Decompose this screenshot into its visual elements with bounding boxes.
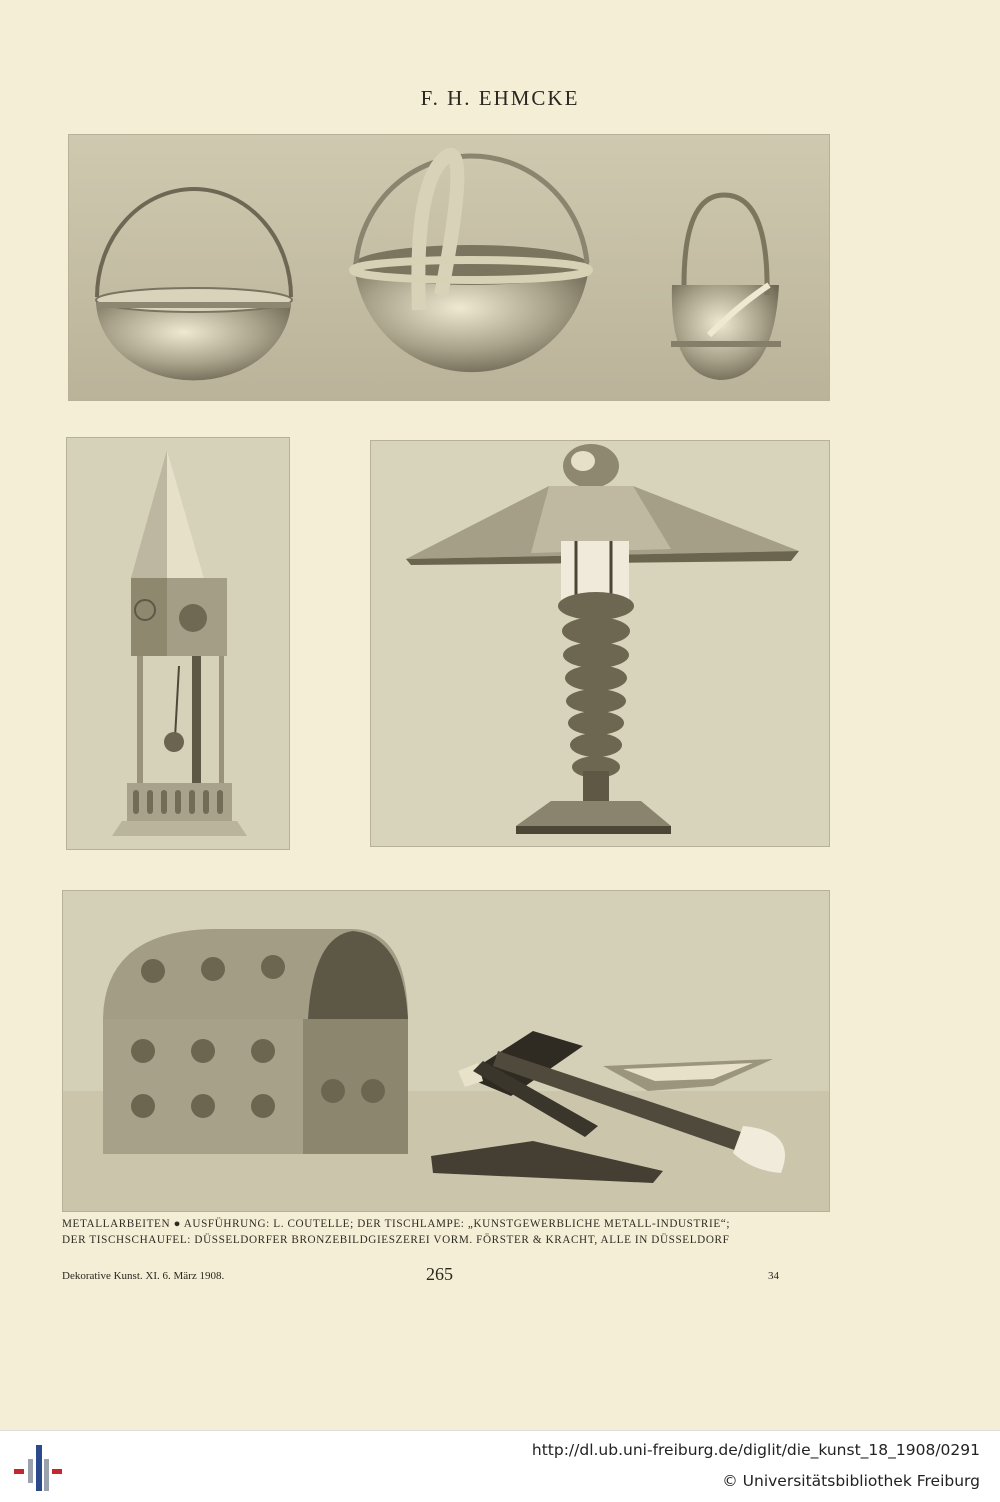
photo-casket-brush [62, 890, 830, 1212]
permalink-url[interactable]: http://dl.ub.uni-freiburg.de/diglit/die_kunst_18_1908/0291 [531, 1441, 980, 1459]
page-number: 265 [426, 1264, 453, 1284]
photo-table-lamp [370, 440, 830, 847]
caption-line-2: DER TISCHSCHAUFEL: DÜSSELDORFER BRONZEBILDGIESZEREI VORM. FÖRSTER & KRACHT, ALLE IN DÜSSELDORF [62, 1234, 730, 1246]
caption [62, 1216, 832, 1248]
copyright-notice: © Universitätsbibliothek Freiburg [722, 1472, 980, 1490]
photo-clock [66, 437, 290, 850]
photo-baskets [68, 134, 830, 401]
journal-reference: Dekorative Kunst. XI. 6. März 1908. [62, 1270, 225, 1282]
caption-line-1: METALLARBEITEN ● AUSFÜHRUNG: L. COUTELLE; DER TISCHLAMPE: „KUNSTGEWERBLICHE METALL-INDUSTRIE“; [62, 1218, 731, 1230]
signature-mark: 34 [768, 1270, 779, 1282]
university-library-logo-icon [14, 1445, 64, 1491]
viewer-footer-bar [0, 1430, 1000, 1502]
page-header: F. H. EHMCKE [420, 86, 580, 110]
